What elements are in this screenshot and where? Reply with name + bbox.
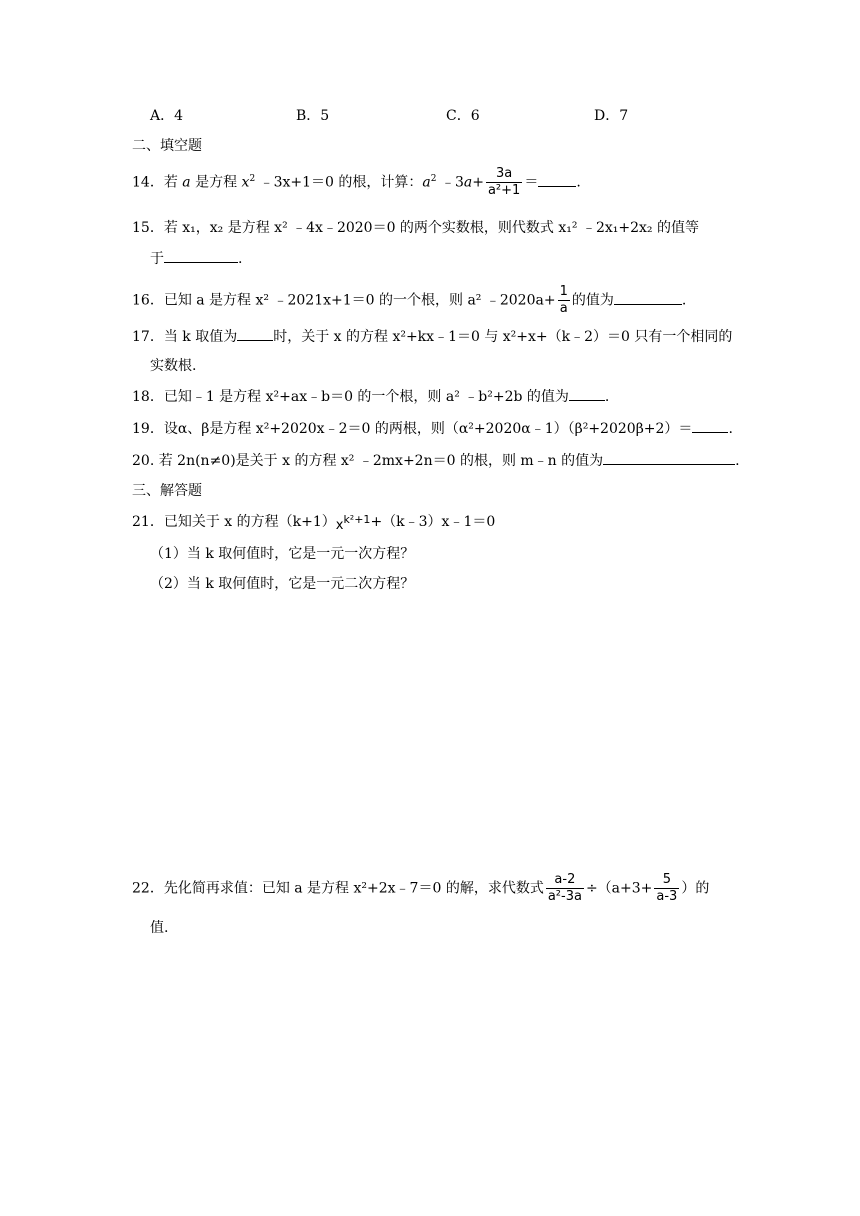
question-21: 21．已知关于 x 的方程$(k+1)x^{k^2+1}+(k﹣3)x﹣1=0$ xyxy=(132,513,496,533)
question-16: 16．已知 a 是方程 x² ﹣2021x+1＝0 的一个根，则 a² ﹣2020a+ $\frac{1}{a}$ 的值为 . xyxy=(132,284,687,316)
question-21-part-1: （1）当 k 取何值时，它是一元一次方程？ xyxy=(150,546,415,562)
answer-blank[interactable] xyxy=(237,326,273,341)
option-a: A．4 xyxy=(150,108,184,124)
fraction-3a-over-a2-plus-1: $\frac{3a}{\text{a²+1}}$ xyxy=(487,166,521,198)
option-c: C．6 xyxy=(446,108,480,124)
question-18: 18．已知﹣1 是方程 x²+ax﹣b＝0 的一个根，则 a² ﹣b²+2b 的值为 . xyxy=(132,386,609,407)
fraction-5-over-a-minus-3: $\frac{5}{a-3}$ xyxy=(656,872,678,904)
question-14: 14．若 a 是方程 $x^2$ ﹣3x+1＝0 的根，计算：$a^2$ ﹣3a+ $\frac{3a}{\text{a²+1}}$ ＝ . xyxy=(132,166,581,198)
question-19: 19．设α、β是方程 x²+2020x﹣2＝0 的两根，则（α²+2020α﹣1）（β²+2020β+2）＝ . xyxy=(132,418,733,439)
question-15: 15．若 x₁，x₂ 是方程 x² ﹣4x﹣2020＝0 的两个实数根，则代数式 x₁² ﹣2x₁+2x₂ 的值等 xyxy=(132,220,699,236)
answer-blank[interactable] xyxy=(692,418,728,433)
answer-blank[interactable] xyxy=(614,290,682,305)
question-22-cont: 值. xyxy=(150,920,169,936)
question-22: 22．先化简再求值：已知 a 是方程 x²+2x﹣7＝0 的解，求代数式 $\frac{a-2}{\text{a²-3a}}$ ÷（a+3+ $\frac{5}{a-3}$ ）的 xyxy=(132,872,710,904)
question-17: 17．当 k 取值为 时，关于 x 的方程 x²+kx﹣1＝0 与 x²+x+（k﹣2）＝0 只有一个相同的 xyxy=(132,326,732,347)
section-fill-blank: 二、填空题 xyxy=(132,138,202,154)
answer-blank[interactable] xyxy=(164,248,238,263)
option-d: D．7 xyxy=(594,108,629,124)
option-b: B．5 xyxy=(296,108,330,124)
answer-blank[interactable] xyxy=(569,386,605,401)
question-20: 20. 若 2n(n≠0)是关于 x 的方程 x² ﹣2mx+2n＝0 的根，则 m﹣n 的值为 . xyxy=(132,450,740,471)
question-21-part-2: （2）当 k 取何值时，它是一元二次方程？ xyxy=(150,576,415,592)
answer-blank[interactable] xyxy=(603,450,735,465)
section-solve: 三、解答题 xyxy=(132,483,202,499)
answer-blank[interactable] xyxy=(538,172,576,187)
fraction-a-minus-2-over-a2-minus-3a: $\frac{a-2}{\text{a²-3a}}$ xyxy=(547,872,582,904)
fraction-1-over-a: $\frac{1}{a}$ xyxy=(559,284,568,316)
power-expression: $x^{k^2+1}$ xyxy=(335,513,371,533)
question-15-cont: 于 . xyxy=(150,248,242,269)
question-17-cont: 实数根. xyxy=(150,358,197,374)
